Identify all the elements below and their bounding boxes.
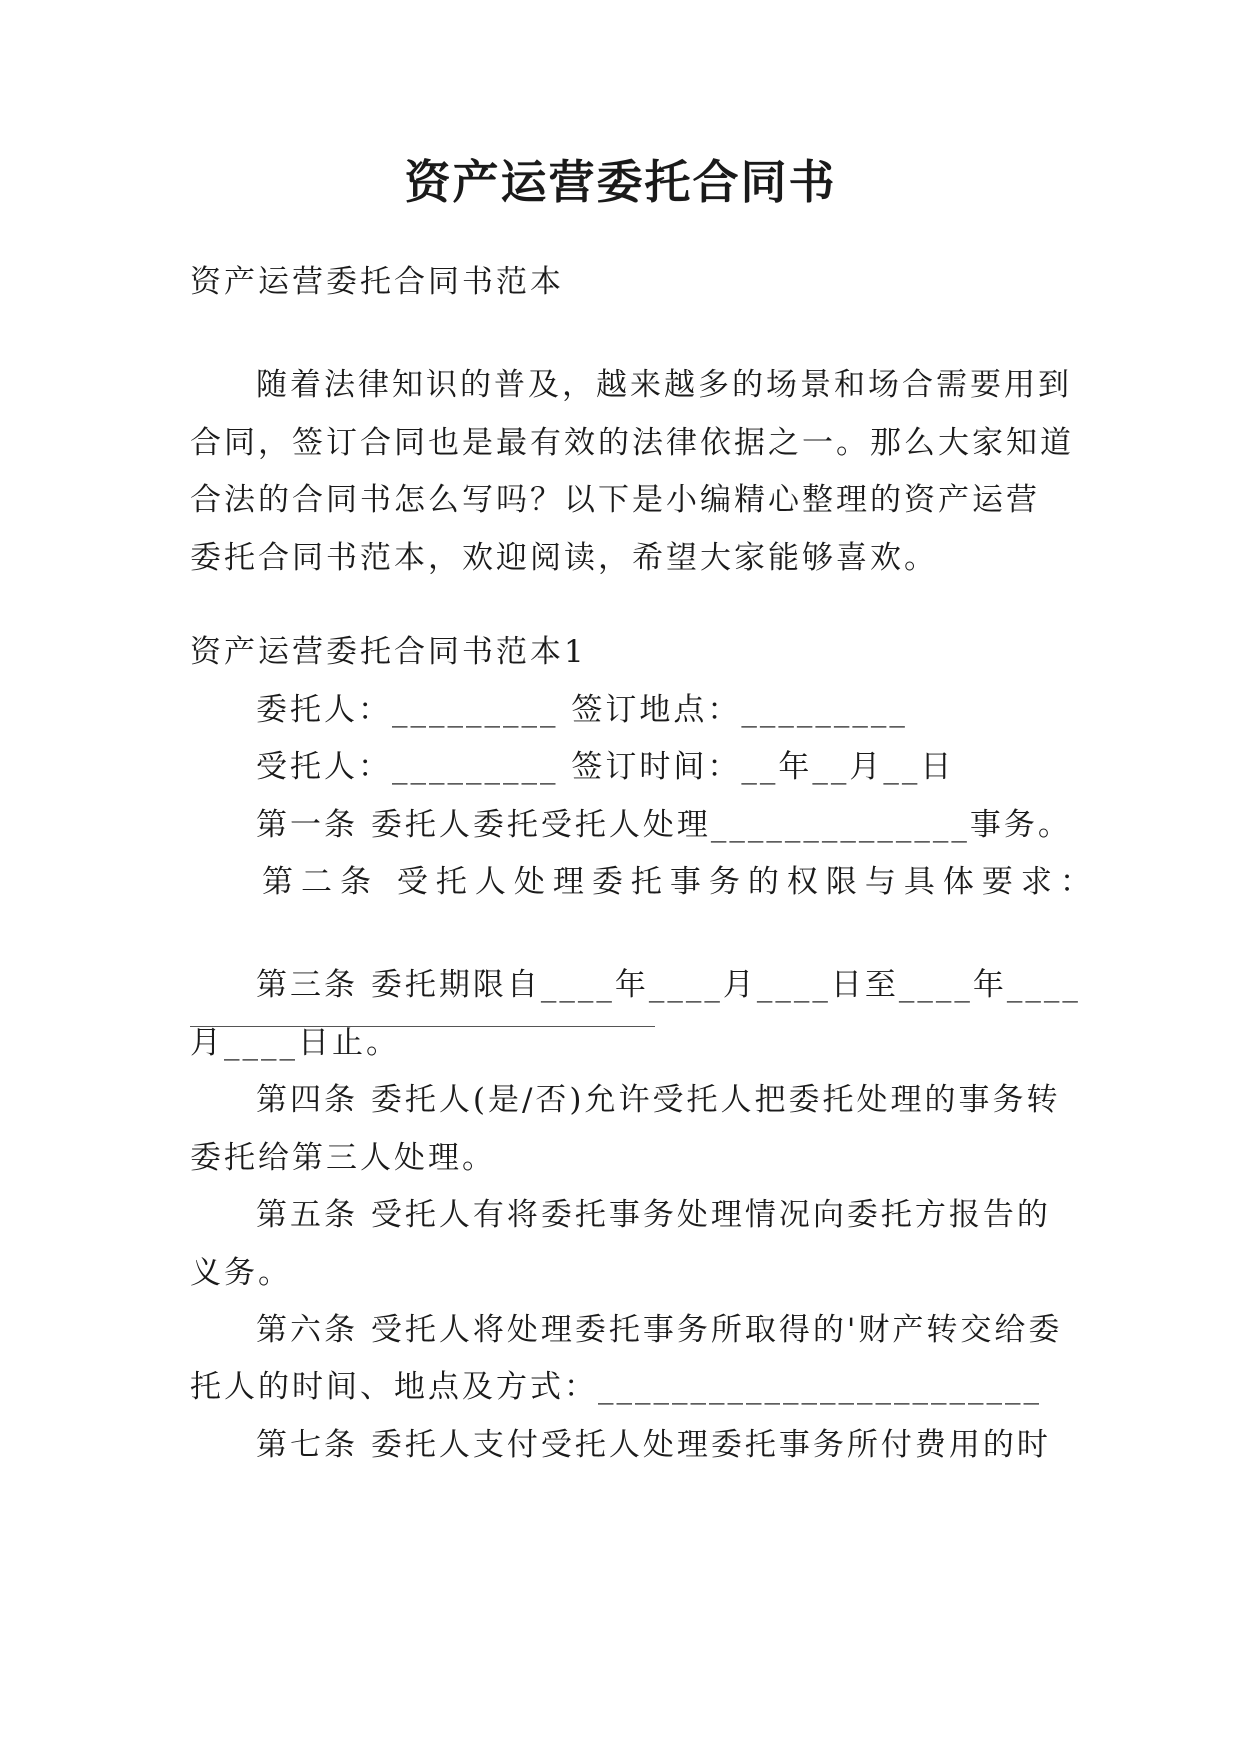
article-1: 第一条 委托人委托受托人处理______________事务。 [256, 807, 1072, 843]
article-7-line-1: 第七条 委托人支付受托人处理委托事务所付费用的时 [256, 1427, 1051, 1463]
article-2: 第二条 受托人处理委托事务的权限与具体要求： [262, 864, 1099, 900]
article-6-line-1: 第六条 受托人将处理委托事务所取得的'财产转交给委 [256, 1312, 1063, 1348]
article-6-line-2: 托人的时间、地点及方式：________________________ [190, 1369, 1042, 1405]
intro-line-2: 合同，签订合同也是最有效的法律依据之一。那么大家知道 [190, 425, 1074, 461]
article-4-line-2: 委托给第三人处理。 [190, 1140, 496, 1176]
article-5-line-2: 义务。 [190, 1255, 292, 1291]
party-line-client: 委托人：_________ 签订地点：_________ [256, 692, 908, 728]
intro-line-3: 合法的合同书怎么写吗？以下是小编精心整理的资产运营 [190, 482, 1040, 518]
intro-line-4: 委托合同书范本，欢迎阅读，希望大家能够喜欢。 [190, 540, 938, 576]
article-4-line-1: 第四条 委托人(是/否)允许受托人把委托处理的事务转 [256, 1082, 1061, 1118]
section-heading: 资产运营委托合同书范本1 [190, 634, 587, 670]
article-3-line-2: 月____日止。 [190, 1025, 400, 1061]
party-line-trustee: 受托人：_________ 签订时间：__年__月__日 [256, 749, 955, 785]
article-5-line-1: 第五条 受托人有将委托事务处理情况向委托方报告的 [256, 1197, 1051, 1233]
document-subtitle: 资产运营委托合同书范本 [190, 264, 564, 300]
document-title: 资产运营委托合同书 [404, 155, 837, 209]
intro-line-1: 随着法律知识的普及，越来越多的场景和场合需要用到 [256, 367, 1072, 403]
article-3-line-1: 第三条 委托期限自____年____月____日至____年____ [256, 967, 1081, 1003]
